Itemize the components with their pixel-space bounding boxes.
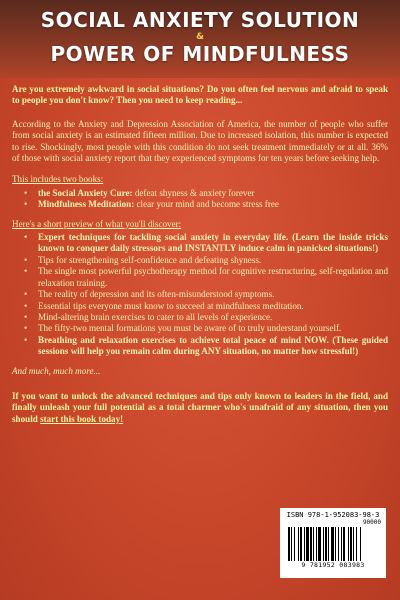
book-desc: clear your mind and become stress free: [134, 199, 279, 210]
title-ampersand: &: [196, 32, 204, 42]
book-title: the Social Anxiety Cure:: [38, 187, 133, 198]
title-line-2: POWER OF MINDFULNESS: [50, 42, 350, 66]
list-item: [12, 335, 388, 358]
closing-cta: start this book today!: [40, 413, 124, 424]
bullet-icon: •: [24, 300, 28, 311]
list-item: [12, 199, 388, 210]
list-item: [12, 323, 388, 334]
bullet-icon: •: [24, 334, 28, 345]
bullet-icon: •: [24, 187, 28, 198]
closing-paragraph: [12, 391, 388, 425]
barcode-digits: 9 781952 083983: [301, 561, 365, 569]
preview-item: Tips for strengthening self-confidence and defeating shyness.: [38, 254, 262, 265]
bullet-icon: •: [24, 289, 28, 300]
and-more-text: And much, much more...: [12, 365, 101, 376]
preview-item: Mind-altering brain exercises to cater to all levels of experience.: [38, 311, 273, 322]
closing-text: If you want to unlock the advanced techniques and tips only known to leaders in the field, and finally unleash your full potential as a total charmer who's unafraid of any situation, then you should: [12, 390, 388, 424]
bullet-icon: •: [24, 266, 28, 277]
title-banner: [0, 0, 400, 78]
isbn-barcode: [280, 508, 386, 578]
price-code: 90000: [362, 519, 381, 526]
title-line-1: SOCIAL ANXIETY SOLUTION: [40, 8, 360, 32]
preview-heading: Here's a short preview of what you'll discover:: [12, 218, 182, 229]
list-item: [12, 188, 388, 199]
book-desc: defeat shyness & anxiety forever: [132, 187, 255, 198]
bullet-icon: •: [24, 323, 28, 334]
preview-item: Essential tips everyone must know to succeed at mindfulness meditation.: [38, 300, 304, 311]
list-item: [12, 301, 388, 312]
preview-item: The single most powerful psychotherapy method for cognitive restructuring, self-regulation and relaxation training.: [38, 266, 388, 288]
list-item: [12, 312, 388, 323]
bullet-icon: •: [24, 311, 28, 322]
books-heading: This includes two books:: [12, 174, 104, 185]
list-item: [12, 255, 388, 266]
blurb-content: [0, 78, 400, 425]
barcode-bars: [287, 527, 379, 561]
books-list: [12, 188, 388, 211]
preview-item: Expert techniques for tackling social anxiety in everyday life. (Learn the inside tricks known to conquer daily stressors and INSTANTLY induce calm in panicked situations!): [38, 232, 388, 254]
bullet-icon: •: [24, 232, 28, 243]
bullet-icon: •: [24, 254, 28, 265]
list-item: [12, 289, 388, 300]
intro-question: Are you extremely awkward in social situations? Do you often feel nervous and afraid to speak to people you don't know? Then you need to keep reading...: [12, 84, 388, 106]
statistics-paragraph: According to the Anxiety and Depression Association of America, the number of people who suffer from social anxiety is an estimated fifteen million. Due to increased isolation, this number is expected to rise. Shockingly, most people with this condition do not seek treatment immediately or at all. 36% of those with social anxiety report that they experienced symptoms for ten years before seeking help.: [12, 118, 388, 164]
list-item: [12, 266, 388, 289]
preview-item: The fifty-two mental formations you must be aware of to truly understand yourself.: [38, 323, 342, 334]
isbn-label: ISBN 978-1-952083-98-3: [286, 511, 380, 519]
list-item: [12, 232, 388, 255]
preview-item: The reality of depression and its often-misunderstood symptoms.: [38, 289, 275, 300]
preview-item: Breathing and relaxation exercises to achieve total peace of mind NOW. (These guided sessions will help you remain calm during ANY situation, no matter how stressful!): [38, 334, 388, 357]
preview-list: [12, 232, 388, 357]
book-title: Mindfulness Meditation:: [38, 199, 135, 210]
bullet-icon: •: [24, 199, 28, 210]
